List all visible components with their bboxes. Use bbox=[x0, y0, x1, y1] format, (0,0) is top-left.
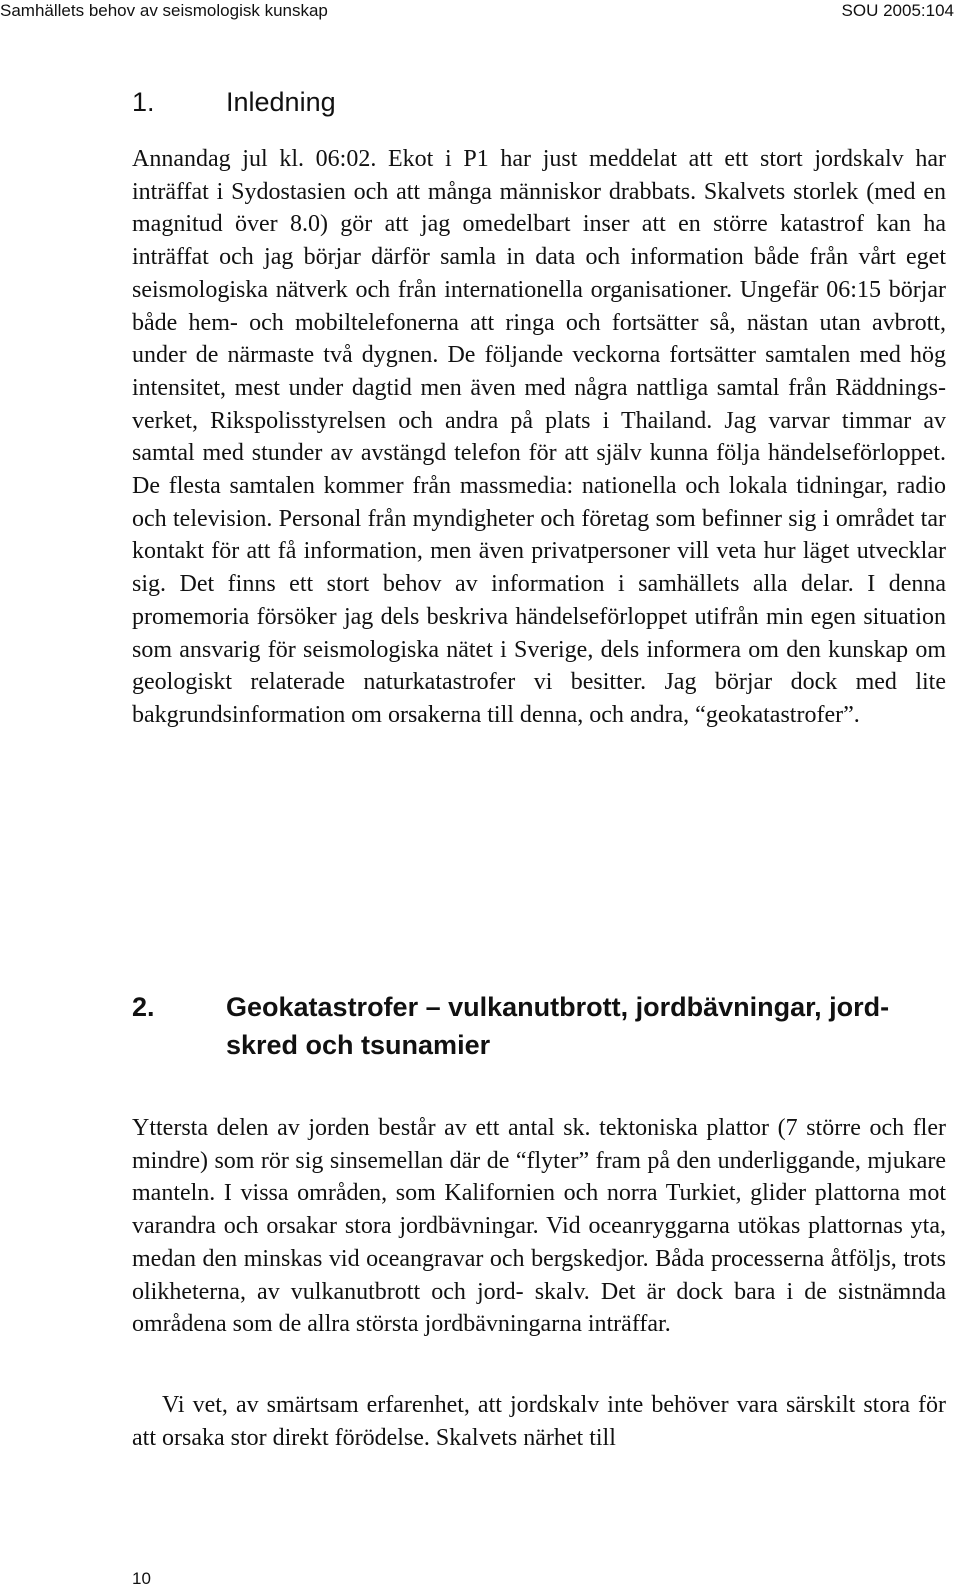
section-2-paragraph-2: Vi vet, av smärtsam erfarenhet, att jordskalv inte behöver vara särskilt stora för att orsaka stor direkt förödelse. Skalvets närhet till bbox=[132, 1392, 946, 1451]
section-2-heading bbox=[132, 988, 952, 1064]
section-1-heading bbox=[132, 84, 336, 120]
section-1-paragraph: Annandag jul kl. 06:02. Ekot i P1 har just meddelat att ett stort jordskalv har inträffat i Sydostasien och att många människor drabbats. Skalvets storlek (med en magnitud över 8.0) gör att jag omedelbart inser att en större katastrof kan ha inträffat och jag börjar därför samla in data och information både från vårt eget seismologiska nätverk och från internationella organisationer. Ungefär 06:15 börjar både hem- och mobiltelefonerna att ringa och fortsätter så, nästan utan avbrott, under de närmaste två dygnen. De följande veckorna fortsätter samtalen med hög intensitet, mest under dagtid men även med några nattliga samtal från Räddnings- verket, Rikspolisstyrelsen och andra på plats i Thailand. Jag varvar timmar av samtal med stunder av avstängd telefon för att själv kunna följa händelseförloppet. De flesta samtalen kommer från massmedia: nationella och lokala tidningar, radio och television. Personal från myndigheter och företag som befinner sig i området tar kontakt för att få information, men även privatpersoner vill veta hur läget utvecklar sig. Det finns ett stort behov av information i samhällets alla delar. I denna promemoria försöker jag dels beskriva händelseförloppet utifrån min egen situation som ansvarig för seismologiska nätet i Sverige, dels informera om den kunskap om geologiskt relaterade naturkatastrofer vi besitter. Jag börjar dock med lite bakgrundsinformation om orsakerna till denna, och andra, “geokatastrofer”. bbox=[132, 146, 946, 728]
section-2-number: 2. bbox=[132, 992, 155, 1022]
section-2-paragraph-1: Yttersta delen av jorden består av ett antal sk. tektoniska plattor (7 större och fler mindre) som rör sig sinsemellan där de “flyter” fram på den underliggande, mjukare manteln. I vissa områden, som Kalifornien och norra Turkiet, glider plattorna mot varandra och orsakar stora jordbävningar. Vid oceanryggarna utökas plattornas yta, medan den minskas vid oceangravar och bergskedjor. Båda processerna åtföljs, trots olikheterna, av vulkanutbrott och jord- skalv. Det är dock bara i de sistnämnda områdena som de allra största jordbävningarna inträffar. bbox=[132, 1115, 946, 1338]
running-header-title: Samhällets behov av seismologisk kunskap bbox=[0, 1, 328, 20]
section-1-number: 1. bbox=[132, 87, 155, 117]
running-header-report-id: SOU 2005:104 bbox=[841, 1, 954, 20]
page-number: 10 bbox=[132, 1569, 151, 1588]
section-2-title: Geokatastrofer – vulkanutbrott, jordbävningar, jord- skred och tsunamier bbox=[226, 992, 890, 1060]
section-1-title: Inledning bbox=[226, 87, 336, 117]
